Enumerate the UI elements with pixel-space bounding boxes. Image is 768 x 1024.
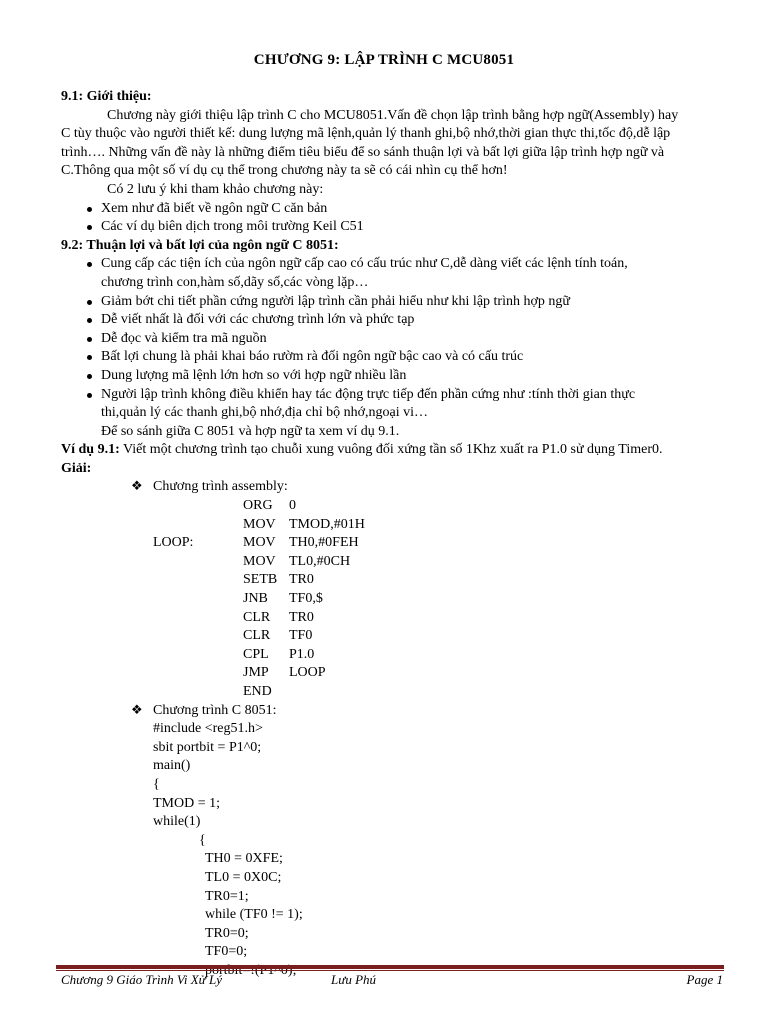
example-statement	[61, 441, 721, 460]
code-line: {	[153, 776, 160, 792]
code-line: TR0=0;	[205, 925, 249, 941]
bullet-icon	[87, 300, 92, 305]
list-item: Người lập trình không điều khiển hay tác động trực tiếp đến phần cứng như :tính thời gian thực thi,quản lý các thanh ghi,bộ nhớ,địa chỉ bộ nhớ,ngoại vi…	[61, 386, 721, 423]
code-line	[153, 646, 365, 665]
code-line	[153, 553, 365, 572]
list-item: Giảm bớt chi tiết phần cứng người lập trình cần phải hiểu như khi lập trình hợp ngữ	[61, 293, 721, 312]
code-line: {	[199, 832, 206, 848]
bullet-icon	[87, 374, 92, 379]
asm-opcode: CLR	[243, 609, 271, 625]
code-line	[153, 683, 365, 702]
code-line: TMOD = 1;	[153, 795, 221, 811]
asm-operand: TH0,#0FEH	[289, 535, 359, 551]
asm-opcode: MOV	[243, 553, 276, 569]
asm-opcode: MOV	[243, 535, 276, 551]
asm-label	[153, 683, 243, 702]
asm-opcode: END	[243, 684, 272, 699]
pros-cons-bullet-list	[61, 255, 721, 422]
section-heading-pros-cons: 9.2: Thuận lợi và bất lợi của ngôn ngữ C 8051:	[61, 237, 339, 253]
asm-opcode: CPL	[243, 646, 269, 662]
footer-author: Lưu Phú	[331, 972, 377, 987]
code-line	[153, 609, 365, 628]
list-item: Dễ đọc và kiểm tra mã nguồn	[61, 330, 721, 349]
asm-opcode: SETB	[243, 572, 278, 588]
bullet-icon	[87, 262, 92, 267]
diamond-bullet-icon: ❖	[131, 702, 143, 718]
bullet-icon	[87, 393, 92, 398]
list-item: Dung lượng mã lệnh lớn hơn so với hợp ngữ nhiều lần	[61, 367, 721, 386]
code-line: while(1)	[153, 814, 201, 830]
asm-label	[153, 590, 243, 609]
code-line: TR0=1;	[205, 888, 249, 904]
section-heading-intro: 9.1: Giới thiệu:	[61, 89, 152, 104]
list-item: Bất lợi chung là phải khai báo rườm rà đối ngôn ngữ bậc cao và có cấu trúc	[61, 348, 721, 367]
code-line: TF0=0;	[205, 944, 248, 960]
solution-label: Giải:	[61, 460, 92, 476]
asm-operand: 0	[289, 498, 296, 514]
asm-operand	[289, 683, 365, 702]
code-line	[153, 516, 365, 535]
asm-label	[153, 609, 243, 628]
code-line	[153, 571, 365, 590]
intro-note: Có 2 lưu ý khi tham khảo chương này:	[107, 181, 324, 197]
intro-line-4: C.Thông qua một số ví dụ cụ thể trong chương này ta sẽ có cái nhìn cụ thể hơn!	[61, 163, 508, 179]
bullet-icon	[87, 318, 92, 323]
comparison-note: Để so sánh giữa C 8051 và hợp ngữ ta xem ví dụ 9.1.	[101, 423, 400, 439]
example-text: Viết một chương trình tạo chuỗi xung vuông đối xứng tần số 1Khz xuất ra P1.0 sử dụng Timer0.	[119, 442, 663, 458]
asm-label	[153, 627, 243, 646]
code-line: #include <reg51.h>	[153, 721, 263, 737]
asm-opcode: CLR	[243, 628, 271, 644]
asm-label	[153, 571, 243, 590]
intro-bullet-list	[61, 200, 721, 237]
list-item: Xem như đã biết về ngôn ngữ C căn bản	[61, 200, 721, 219]
code-line: main()	[153, 758, 191, 774]
asm-operand: TMOD,#01H	[289, 516, 365, 532]
list-item: Dễ viết nhất là đối với các chương trình lớn và phức tạp	[61, 311, 721, 330]
footer-divider	[56, 965, 724, 969]
bullet-icon	[87, 355, 92, 360]
intro-line-2: C tùy thuộc vào người thiết kế: dung lượng mã lệnh,quản lý thanh ghi,bộ nhớ,thời gian thực thi,tốc độ,dễ lập	[61, 126, 671, 142]
code-line	[153, 627, 365, 646]
asm-operand: P1.0	[289, 646, 315, 662]
asm-opcode: JNB	[243, 591, 268, 607]
bullet-icon	[87, 225, 92, 230]
list-item: Các ví dụ biên dịch trong môi trường Keil C51	[61, 218, 721, 237]
code-line	[153, 590, 365, 609]
asm-operand: TL0,#0CH	[289, 553, 351, 569]
footer-page-number: Page 1	[686, 972, 723, 987]
bullet-icon	[87, 337, 92, 342]
footer-divider-thin	[56, 970, 724, 971]
asm-section-title: ❖ Chương trình assembly:	[61, 478, 721, 497]
c-section-title: ❖ Chương trình C 8051:	[61, 702, 721, 721]
code-line	[153, 534, 365, 553]
asm-operand: TF0,$	[289, 591, 323, 607]
asm-label	[153, 553, 243, 572]
code-line: while (TF0 != 1);	[205, 907, 303, 923]
asm-label	[153, 497, 243, 516]
page-footer	[61, 972, 723, 992]
chapter-title: CHƯƠNG 9: LẬP TRÌNH C MCU8051	[253, 52, 515, 68]
asm-opcode: ORG	[243, 498, 273, 514]
assembly-code-block	[153, 497, 365, 702]
asm-label	[153, 664, 243, 683]
asm-label	[153, 646, 243, 665]
code-line: TL0 = 0X0C;	[205, 869, 282, 885]
list-item: Cung cấp các tiện ích của ngôn ngữ cấp cao có cấu trúc như C,dễ dàng viết các lệnh tính toán, chương trình con,hàm số,dãy số,các vòng lặp…	[61, 255, 721, 292]
asm-operand: TR0	[289, 609, 314, 625]
asm-opcode: MOV	[243, 516, 276, 532]
code-line: sbit portbit = P1^0;	[153, 739, 262, 755]
asm-operand: TF0	[289, 628, 313, 644]
example-label: Ví dụ 9.1:	[61, 442, 120, 458]
bullet-icon	[87, 207, 92, 212]
code-line	[153, 664, 365, 683]
asm-opcode: JMP	[243, 665, 269, 681]
c-code-block	[61, 720, 721, 980]
code-line: TH0 = 0XFE;	[205, 851, 283, 867]
asm-label	[153, 516, 243, 535]
asm-label: LOOP:	[153, 535, 194, 551]
asm-operand: TR0	[289, 572, 314, 588]
diamond-bullet-icon: ❖	[131, 479, 143, 495]
asm-operand: LOOP	[289, 665, 326, 681]
footer-chapter: Chương 9 Giáo Trình Vi Xử Lý	[61, 972, 223, 987]
intro-line-1: Chương này giới thiệu lập trình C cho MCU8051.Vấn đề chọn lập trình bằng hợp ngữ(Assembly) hay	[107, 107, 679, 123]
intro-line-3: trình…. Những vấn đề này là những điểm tiêu biểu để so sánh thuận lợi và bất lợi giữa lập trình hợp ngữ và	[61, 144, 665, 160]
document-body	[61, 88, 721, 981]
code-line	[153, 497, 365, 516]
